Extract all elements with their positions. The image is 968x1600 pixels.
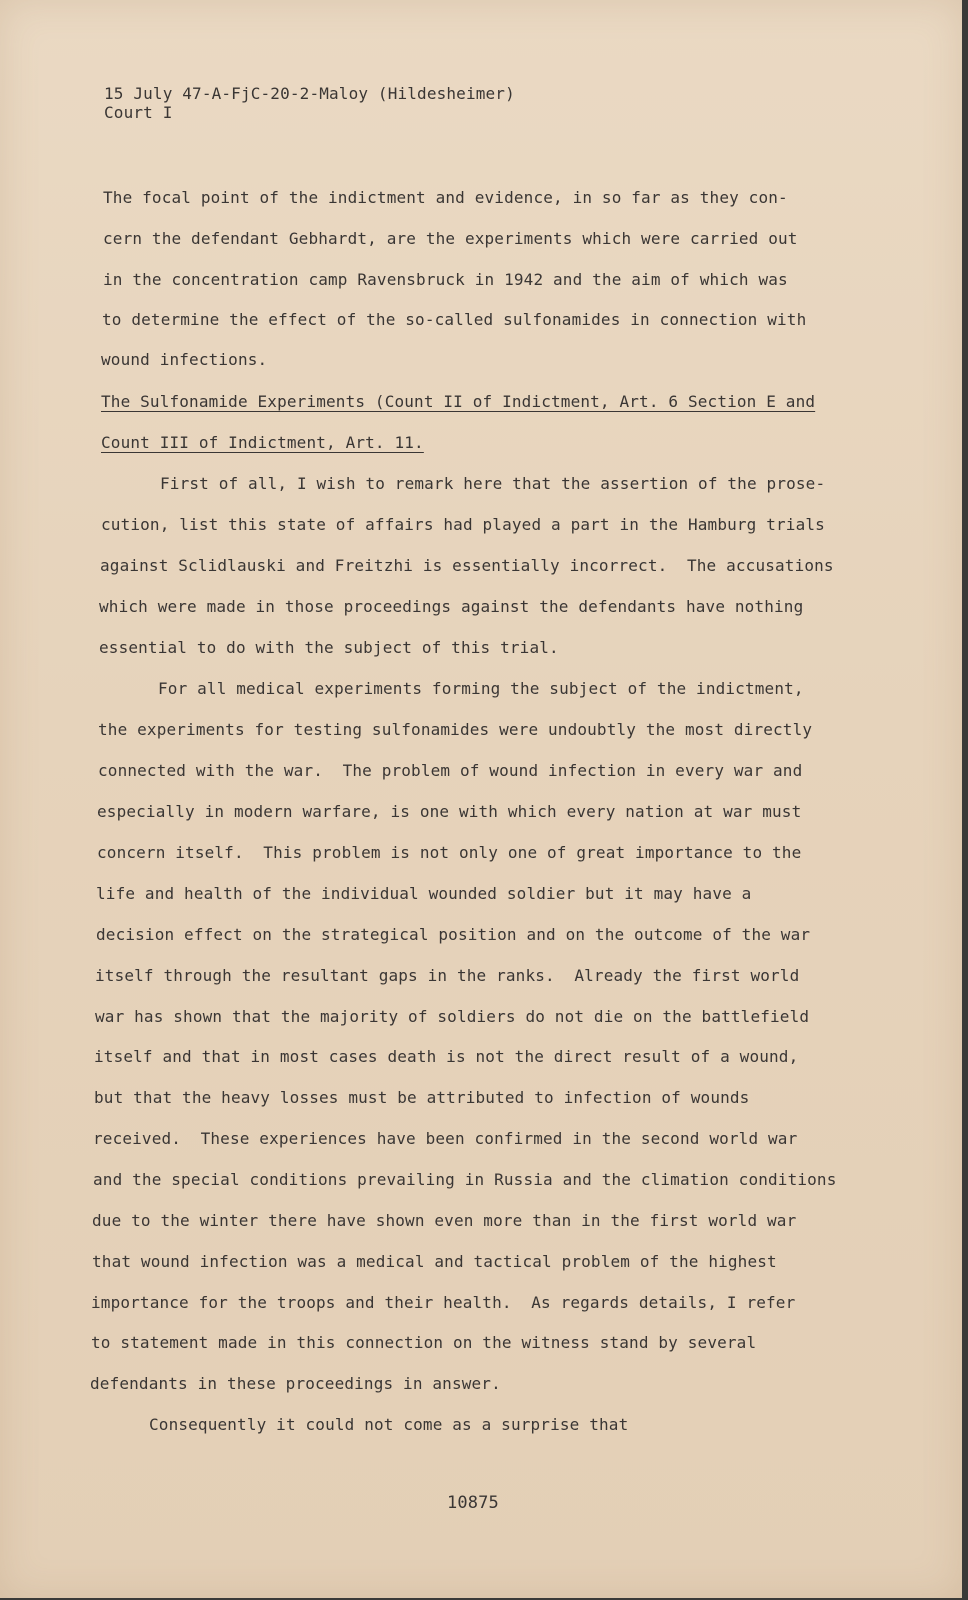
text-line: which were made in those proceedings against the defendants have nothing	[99, 597, 804, 616]
text-line: For all medical experiments forming the subject of the indictment,	[158, 679, 804, 698]
text-line: in the concentration camp Ravensbruck in 1942 and the aim of which was	[103, 270, 788, 289]
text-line: cution, list this state of affairs had played a part in the Hamburg trials	[101, 515, 825, 534]
text-line: itself and that in most cases death is not the direct result of a wound,	[94, 1047, 799, 1066]
text-line: that wound infection was a medical and tactical problem of the highest	[92, 1252, 777, 1271]
text-line: defendants in these proceedings in answer.	[90, 1374, 501, 1393]
text-line: decision effect on the strategical position and on the outcome of the war	[96, 925, 811, 944]
text-line: due to the winter there have shown even more than in the first world war	[92, 1211, 797, 1230]
text-line: received. These experiences have been confirmed in the second world war	[93, 1129, 798, 1148]
text-line: war has shown that the majority of soldiers do not die on the battlefield	[95, 1007, 810, 1026]
text-line: The focal point of the indictment and evidence, in so far as they con-	[103, 188, 788, 207]
text-line: the experiments for testing sulfonamides were undoubtly the most directly	[98, 720, 813, 739]
text-line: but that the heavy losses must be attributed to infection of wounds	[94, 1088, 750, 1107]
text-line: First of all, I wish to remark here that the assertion of the prose-	[160, 474, 826, 493]
text-line: to statement made in this connection on the witness stand by several	[91, 1333, 757, 1352]
header-line: 15 July 47-A-FjC-20-2-Maloy (Hildesheimer)	[104, 84, 515, 103]
text-line: Consequently it could not come as a surprise that	[149, 1415, 629, 1434]
text-line: and the special conditions prevailing in Russia and the climation conditions	[93, 1170, 837, 1189]
text-line: essential to do with the subject of this trial.	[99, 638, 559, 657]
text-line: life and health of the individual wounded soldier but it may have a	[96, 884, 752, 903]
text-line: wound infections.	[101, 350, 268, 369]
header-court: Court I	[104, 103, 173, 122]
text-line: especially in modern warfare, is one with which every nation at war must	[97, 802, 802, 821]
text-line: against Sclidlauski and Freitzhi is essentially incorrect. The accusations	[100, 556, 834, 575]
text-line: connected with the war. The problem of wound infection in every war and	[98, 761, 803, 780]
section-heading: The Sulfonamide Experiments (Count II of Indictment, Art. 6 Section E and	[101, 392, 816, 411]
text-line: cern the defendant Gebhardt, are the experiments which were carried out	[103, 229, 798, 248]
text-line: importance for the troops and their health. As regards details, I refer	[91, 1293, 796, 1312]
page-number: 10875	[447, 1493, 499, 1513]
text-line: to determine the effect of the so-called sulfonamides in connection with	[102, 310, 807, 329]
text-line: concern itself. This problem is not only one of great importance to the	[97, 843, 802, 862]
section-heading: Count III of Indictment, Art. 11.	[101, 433, 424, 452]
text-line: itself through the resultant gaps in the ranks. Already the first world	[95, 966, 800, 985]
